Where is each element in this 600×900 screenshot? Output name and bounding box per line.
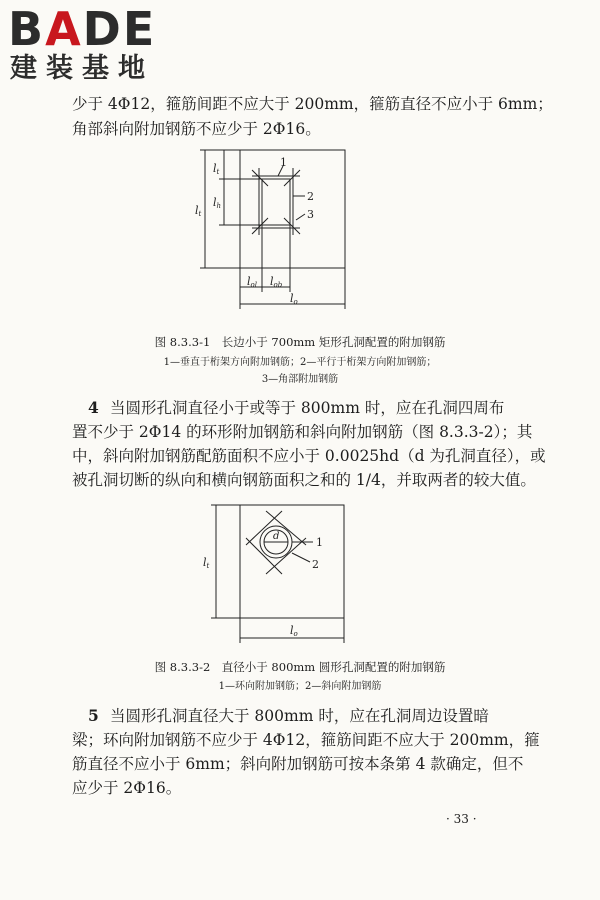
- label-lol: lol: [247, 275, 257, 289]
- paragraph-line: 梁；环向附加钢筋不应少于 4Φ12，箍筋间距不应大于 200mm，箍: [72, 731, 540, 749]
- label-1: 1: [316, 536, 323, 549]
- label-l-top: lt: [213, 162, 220, 176]
- rebar-diagonal: [266, 538, 306, 574]
- label-lo: lo: [290, 624, 298, 638]
- paragraph-line: 当圆形孔洞直径小于或等于 800mm 时，应在孔洞四周布: [110, 399, 505, 417]
- label-lh: lh: [213, 196, 222, 210]
- label-2: 2: [307, 190, 314, 203]
- figure1-caption: 图 8.3.3-1 长边小于 700mm 矩形孔洞配置的附加钢筋: [154, 335, 446, 349]
- figure1-legend: 1—垂直于桁架方向附加钢筋；2—平行于桁架方向附加钢筋；: [163, 357, 437, 368]
- label-d: d: [273, 531, 280, 542]
- paragraph-line: 筋直径不应小于 6mm；斜向附加钢筋可按本条第 4 款确定，但不: [72, 755, 524, 773]
- figure1-legend: 3—角部附加钢筋: [261, 374, 339, 385]
- paragraph-line: 被孔洞切断的纵向和横向钢筋面积之和的 1/4，并取两者的较大值。: [72, 471, 536, 489]
- paragraph-line: 角部斜向附加钢筋不应少于 2Φ16。: [72, 120, 321, 138]
- paragraph-line: 当圆形孔洞直径大于 800mm 时，应在孔洞周边设置暗: [110, 707, 489, 725]
- label-lob: lob: [270, 275, 283, 289]
- logo-letter-e: E: [122, 2, 157, 56]
- paragraph-line: 中，斜向附加钢筋配筋面积不应小于 0.0025hd（d 为孔洞直径），或: [72, 447, 546, 465]
- logo-letter-b: B: [8, 2, 46, 56]
- label-lt: lt: [195, 204, 202, 218]
- page-number: · 33 ·: [446, 812, 477, 826]
- item-number: 4: [88, 398, 99, 417]
- logo-subtitle: 建装基地: [10, 53, 154, 84]
- logo-letter-d: D: [82, 2, 123, 56]
- label-2: 2: [312, 558, 319, 571]
- item-number: 5: [88, 706, 99, 725]
- paragraph-line: 少于 4Φ12，箍筋间距不应大于 200mm，箍筋直径不应小于 6mm；: [72, 95, 553, 113]
- logo-letter-a: A: [45, 2, 83, 56]
- paragraph-line: 置不少于 2Φ14 的环形附加钢筋和斜向附加钢筋（图 8.3.3-2）；其: [72, 423, 533, 441]
- rebar-diagonal: [266, 511, 306, 545]
- leader-line: [292, 553, 310, 562]
- slab-outline: [240, 505, 344, 618]
- label-3: 3: [307, 208, 314, 221]
- paragraph-line: 应少于 2Φ16。: [72, 779, 182, 797]
- label-1: 1: [280, 156, 287, 169]
- figure2-legend: 1—环向附加钢筋；2—斜向附加钢筋: [218, 681, 382, 692]
- label-lt: lt: [203, 556, 210, 570]
- figure2-caption: 图 8.3.3-2 直径小于 800mm 圆形孔洞配置的附加钢筋: [154, 660, 446, 674]
- label-lo: lo: [290, 292, 298, 306]
